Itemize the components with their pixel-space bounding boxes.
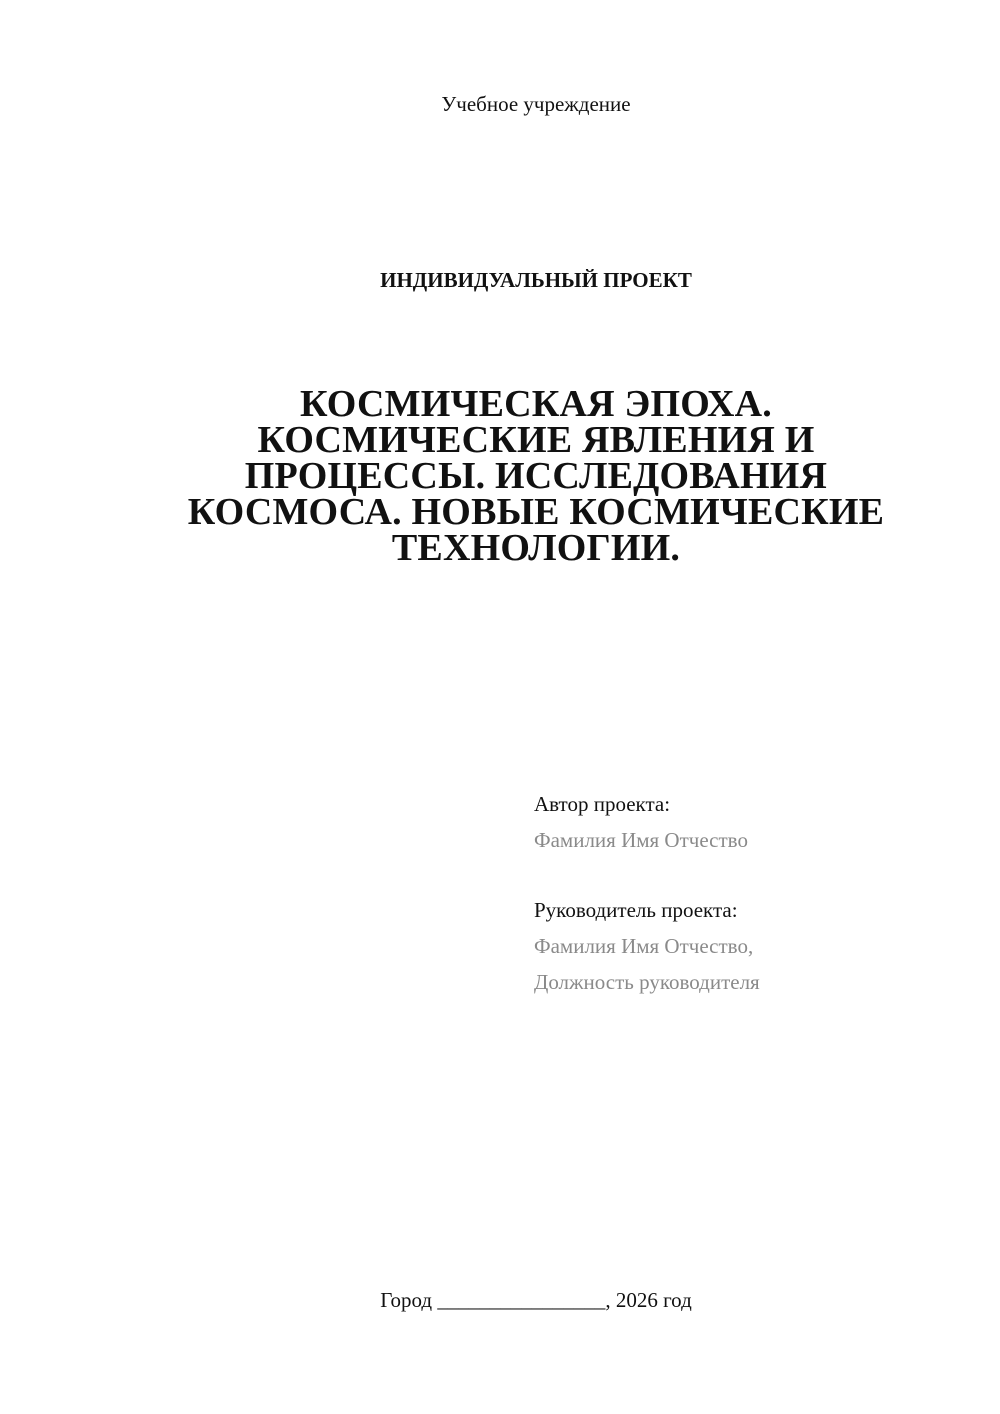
author-label: Автор проекта: [534, 792, 671, 816]
project-topic [150, 383, 922, 569]
topic-line: КОСМИЧЕСКАЯ ЭПОХА. [299, 383, 772, 425]
topic-line: КОСМОСА. НОВЫЕ КОСМИЧЕСКИЕ [187, 491, 885, 533]
author-block [534, 786, 974, 858]
supervisor-label: Руководитель проекта: [534, 898, 738, 922]
city-year: Город ________________, 2026 год [380, 1288, 692, 1312]
topic-line: КОСМИЧЕСКИЕ ЯВЛЕНИЯ И [257, 419, 815, 461]
supervisor-position: Должность руководителя [534, 970, 760, 994]
document-type: ИНДИВИДУАЛЬНЫЙ ПРОЕКТ [380, 268, 692, 292]
topic-line: ПРОЦЕССЫ. ИССЛЕДОВАНИЯ [244, 455, 828, 497]
topic-line: ТЕХНОЛОГИИ. [391, 527, 681, 569]
author-name: Фамилия Имя Отчество [534, 828, 748, 852]
supervisor-name: Фамилия Имя Отчество, [534, 934, 754, 958]
institution-name: Учебное учреждение [441, 92, 631, 116]
supervisor-block [534, 892, 974, 1000]
